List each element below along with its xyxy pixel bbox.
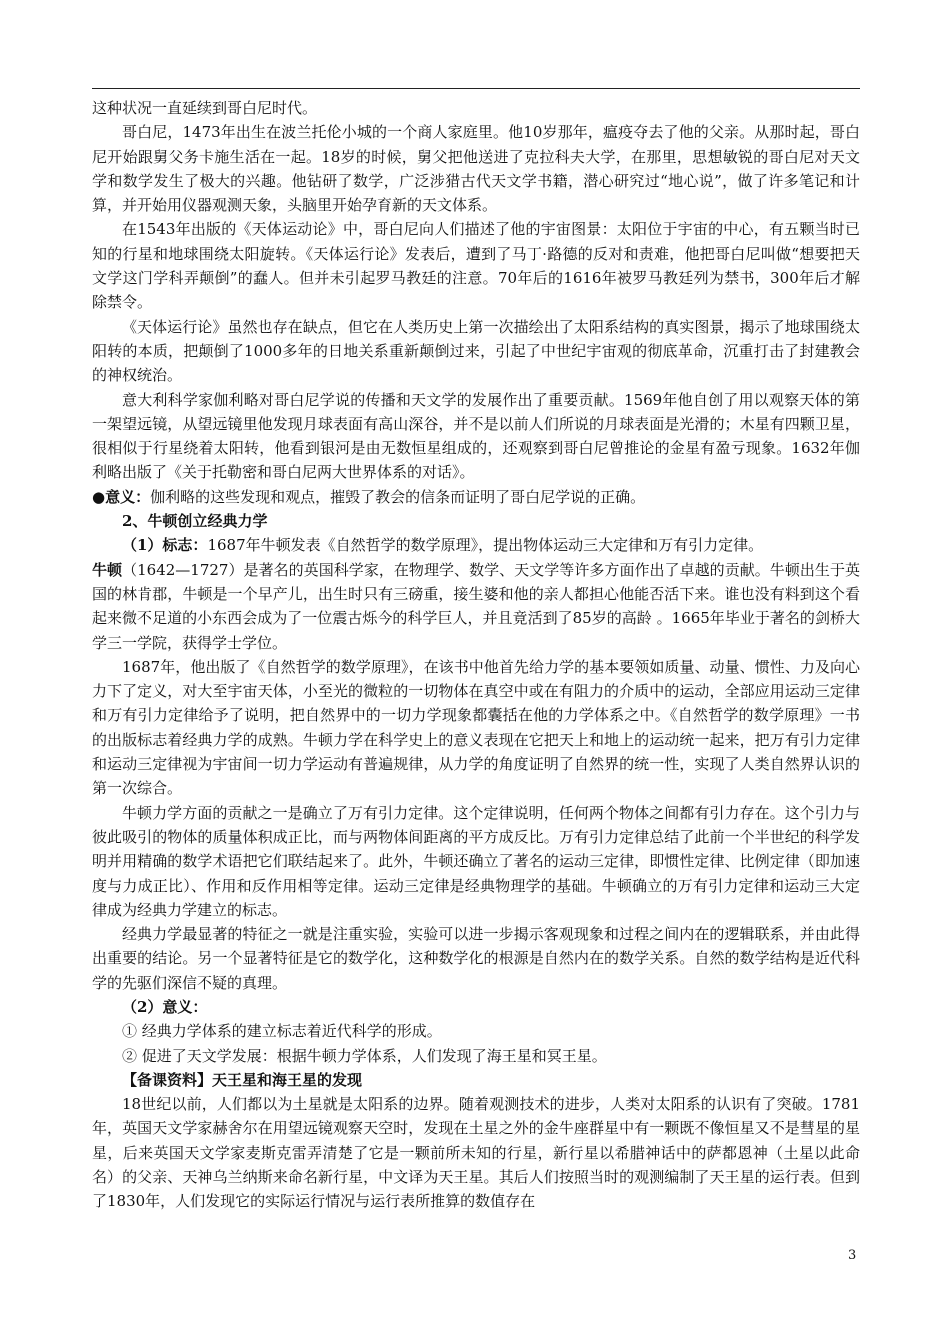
section-heading [92,995,860,1019]
paragraph [92,533,860,557]
paragraph-text: 牛顿力学方面的贡献之一是确立了万有引力定律。这个定律说明，任何两个物体之间都有引力存在。这个引力与彼此吸引的物体的质量体积成正比，而与两物体间距离的平方成反比。万有引力定律总结了此前一个半世纪的科学发明并用精确的数学术语把它们联结起来了。此外，牛顿还确立了著名的运动三定律，即惯性定律、比例定律（即加速度与力成正比）、作用和反作用相等定律。运动三定律是经典物理学的基础。牛顿确立的万有引力定律和运动三大定律成为经典力学建立的标志。 [92,803,860,919]
paragraph-text: 意大利科学家伽利略对哥白尼学说的传播和天文学的发展作出了重要贡献。1569年他自创了用以观察天体的第一架望远镜，从望远镜里他发现月球表面有高山深谷，并不是以前人们所说的月球表面是光滑的；木星有四颗卫星，很相似于行星绕着太阳转，他看到银河是由无数恒星组成的，还观察到哥白尼曾推论的金星有盈亏现象。1632年伽利略出版了《关于托勒密和哥白尼两大世界体系的对话》。 [92,390,860,482]
paragraph [92,922,860,995]
paragraph-text: ① 经典力学体系的建立标志着近代科学的形成。 [122,1022,442,1041]
paragraph [92,485,860,509]
paragraph-text: ② 促进了天文学发展：根据牛顿力学体系，人们发现了海王星和冥王星。 [122,1046,607,1065]
list-item [92,1019,860,1043]
paragraph [92,801,860,922]
paragraph [92,1092,860,1213]
paragraph [92,315,860,388]
document-body [92,96,860,1214]
paragraph-text: 在1543年出版的《天体运动论》中，哥白尼向人们描述了他的宇宙图景：太阳位于宇宙的中心，有五颗当时已知的行星和地球围绕太阳旋转。《天体运行论》发表后，遭到了马丁·路德的反对和责难，他把哥白尼叫做“想要把天文学这门学科弄颠倒”的蠢人。但并未引起罗马教廷的注意。70年后的1616年被罗马教廷列为禁书，300年后才解除禁令。 [92,220,860,312]
paragraph [92,120,860,217]
paragraph [92,96,860,120]
paragraph-lead: （1）标志： [122,536,208,555]
header-rule [92,88,860,89]
paragraph-lead: 牛顿 [92,560,123,579]
paragraph-text: 18世纪以前，人们都以为土星就是太阳系的边界。随着观测技术的进步，人类对太阳系的认识有了突破。1781年，英国天文学家赫舍尔在用望远镜观察天空时，发现在土星之外的金牛座群星中有一颗既不像恒星又不是彗星的星星，后来英国天文学家麦斯克雷弄清楚了它是一颗前所未知的行星，新行星以希腊神话中的萨都恩神（土星以此命名）的父亲、天神乌兰纳斯来命名新行星，中文译为天王星。其后人们按照当时的观测编制了天王星的运行表。但到了1830年，人们发现它的实际运行情况与运行表所推算的数值存在 [92,1095,860,1211]
section-heading [92,1068,860,1092]
paragraph-text: 《天体运行论》虽然也存在缺点，但它在人类历史上第一次描绘出了太阳系结构的真实图景，揭示了地球围绕太阳转的本质，把颠倒了1000多年的日地关系重新颠倒过来，引起了中世纪宇宙观的彻底革命，沉重打击了封建教会的神权统治。 [92,317,860,385]
paragraph-text: （1642—1727）是著名的英国科学家，在物理学、数学、天文学等许多方面作出了卓越的贡献。牛顿出生于英国的林肯郡，牛顿是一个早产儿，出生时只有三磅重，接生婆和他的亲人都担心他能否活下来。谁也没有料到这个看起来微不足道的小东西会成为了一位震古烁今的科学巨人，并且竟活到了85岁的高龄 。1665年毕业于著名的剑桥大学三一学院，获得学士学位。 [92,560,860,652]
paragraph-text: 哥白尼，1473年出生在波兰托伦小城的一个商人家庭里。他10岁那年，瘟疫夺去了他的父亲。从那时起，哥白尼开始跟舅父务卡施生活在一起。18岁的时候，舅父把他送进了克拉科夫大学，在那里，思想敏锐的哥白尼对天文学和数学发生了极大的兴趣。他钻研了数学，广泛涉猎古代天文学书籍，潜心研究过“地心说”，做了许多笔记和计算，并开始用仪器观测天象，头脑里开始孕育新的天文体系。 [92,123,860,215]
paragraph-text: 伽利略的这些发现和观点，摧毁了教会的信条而证明了哥白尼学说的正确。 [150,487,646,506]
paragraph [92,558,860,655]
heading-text: （2）意义： [122,997,208,1016]
heading-text: 2、牛顿创立经典力学 [122,512,268,531]
list-item [92,1044,860,1068]
paragraph [92,655,860,801]
paragraph [92,217,860,314]
heading-text: 【备课资料】天王星和海王星的发现 [122,1070,363,1089]
paragraph-lead: ●意义： [92,487,151,506]
paragraph-text: 1687年，他出版了《自然哲学的数学原理》，在该书中他首先给力学的基本要领如质量、动量、惯性、力及向心力下了定义，对大至宇宙天体，小至光的微粒的一切物体在真空中或在有阻力的介质中的运动，全部应用运动三定律和万有引力定律给予了说明，把自然界中的一切力学现象都囊括在他的力学体系之中。《自然哲学的数学原理》一书的出版标志着经典力学的成熟。牛顿力学在科学史上的意义表现在它把天上和地上的运动统一起来，把万有引力定律和运动三定律视为宇宙间一切力学运动有普遍规律，从力学的角度证明了自然界的统一性，实现了人类自然界认识的第一次综合。 [92,657,860,798]
page-number: 3 [848,1248,857,1263]
paragraph-text: 这种状况一直延续到哥白尼时代。 [92,99,318,117]
paragraph [92,388,860,485]
paragraph-text: 经典力学最显著的特征之一就是注重实验，实验可以进一步揭示客观现象和过程之间内在的逻辑联系，并由此得出重要的结论。另一个显著特征是它的数学化，这种数学化的根源是自然内在的数学关系。自然的数学结构是近代科学的先驱们深信不疑的真理。 [92,925,860,992]
paragraph-text: 1687年牛顿发表《自然哲学的数学原理》，提出物体运动三大定律和万有引力定律。 [207,536,764,555]
section-heading [92,509,860,533]
